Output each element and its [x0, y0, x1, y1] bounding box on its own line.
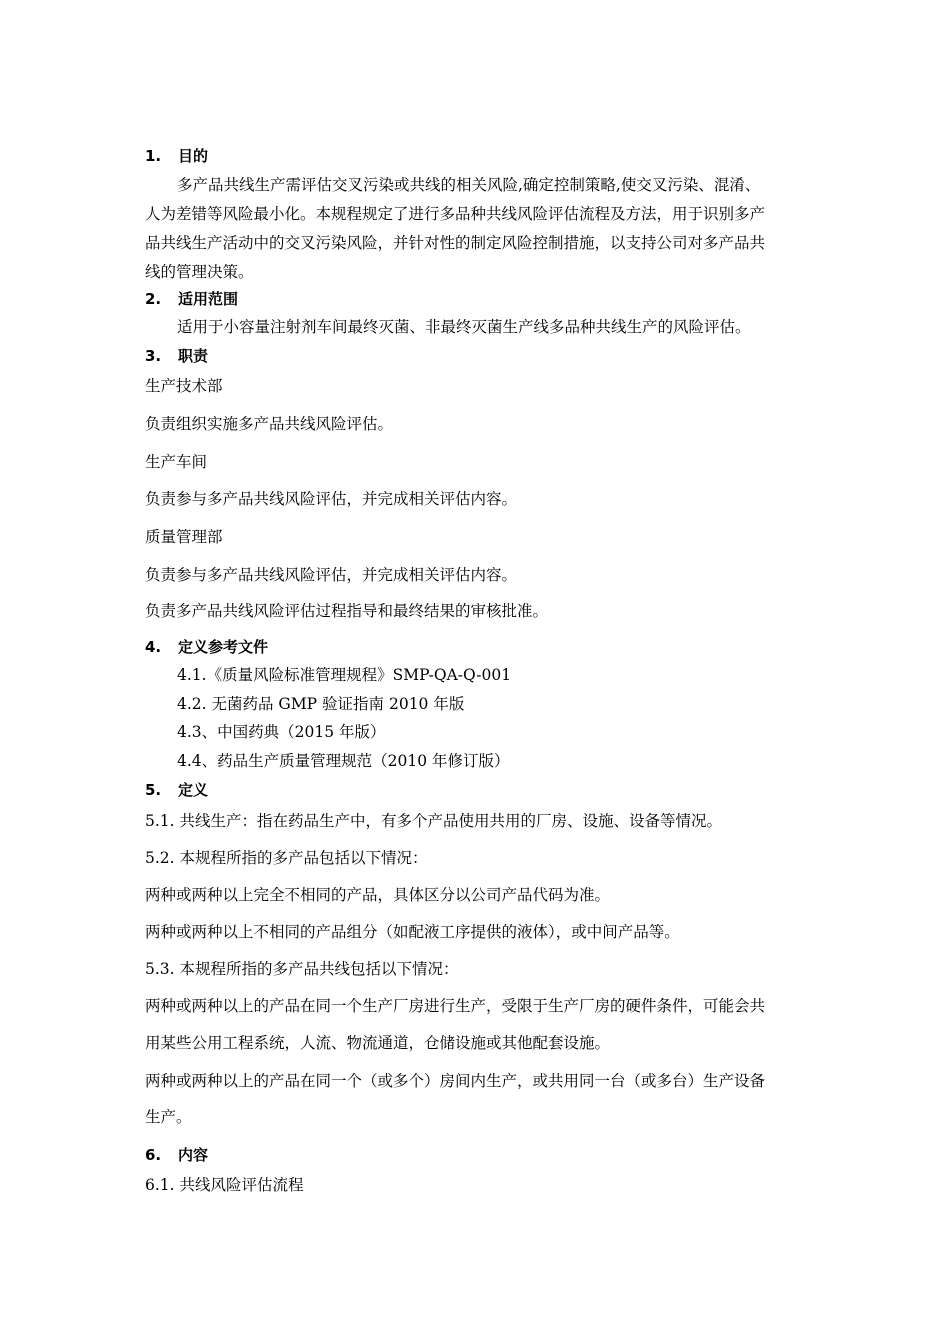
section-number: 2.	[145, 290, 162, 308]
section-title: 目的	[178, 147, 209, 165]
paragraph-line: 品共线生产活动中的交叉污染风险，并针对性的制定风险控制措施，以支持公司对多产品共	[145, 234, 766, 252]
definition-line: 5.2. 本规程所指的多产品包括以下情况：	[145, 849, 428, 867]
responsibility-line: 负责参与多产品共线风险评估，并完成相关评估内容。	[145, 490, 518, 508]
responsibility-line: 负责参与多产品共线风险评估，并完成相关评估内容。	[145, 566, 518, 584]
paragraph-line: 多产品共线生产需评估交叉污染或共线的相关风险,确定控制策略,使交叉污染、混淆、	[177, 176, 761, 194]
definition-line: 5.1. 共线生产：指在药品生产中，有多个产品使用共用的厂房、设施、设备等情况。	[145, 812, 723, 830]
section-number: 1.	[145, 147, 162, 165]
definition-line: 5.3. 本规程所指的多产品共线包括以下情况：	[145, 960, 459, 978]
definition-line: 两种或两种以上完全不相同的产品，具体区分以公司产品代码为准。	[145, 886, 611, 904]
section-title: 定义	[178, 781, 209, 799]
section-title: 适用范围	[178, 290, 239, 308]
section-number: 5.	[145, 781, 162, 799]
section-title: 定义参考文件	[178, 638, 269, 656]
definition-line: 两种或两种以上的产品在同一个生产厂房进行生产，受限于生产厂房的硬件条件，可能会共	[145, 997, 766, 1015]
reference-item: 4.3、中国药典（2015 年版）	[177, 723, 386, 741]
responsibility-line: 负责多产品共线风险评估过程指导和最终结果的审核批准。	[145, 602, 549, 620]
reference-item: 4.1.《质量风险标准管理规程》SMP-QA-Q-001	[177, 666, 512, 684]
paragraph-line: 线的管理决策。	[145, 263, 254, 281]
paragraph-line: 适用于小容量注射剂车间最终灭菌、非最终灭菌生产线多品种共线生产的风险评估。	[177, 318, 751, 336]
section-title: 内容	[178, 1146, 209, 1164]
department-name: 生产车间	[145, 453, 208, 471]
definition-line: 两种或两种以上的产品在同一个（或多个）房间内生产，或共用同一台（或多台）生产设备	[145, 1072, 766, 1090]
definition-line: 生产。	[145, 1108, 192, 1126]
section-number: 6.	[145, 1146, 162, 1164]
department-name: 质量管理部	[145, 528, 223, 546]
content-line: 6.1. 共线风险评估流程	[145, 1176, 304, 1194]
definition-line: 两种或两种以上不相同的产品组分（如配液工序提供的液体），或中间产品等。	[145, 923, 680, 941]
reference-item: 4.2. 无菌药品 GMP 验证指南 2010 年版	[177, 695, 465, 713]
definition-line: 用某些公用工程系统，人流、物流通道，仓储设施或其他配套设施。	[145, 1034, 611, 1052]
section-title: 职责	[178, 347, 209, 365]
department-name: 生产技术部	[145, 377, 223, 395]
responsibility-line: 负责组织实施多产品共线风险评估。	[145, 415, 394, 433]
section-number: 3.	[145, 347, 162, 365]
section-number: 4.	[145, 638, 162, 656]
reference-item: 4.4、药品生产质量管理规范（2010 年修订版）	[177, 752, 510, 770]
paragraph-line: 人为差错等风险最小化。本规程规定了进行多品种共线风险评估流程及方法，用于识别多产	[145, 205, 766, 223]
